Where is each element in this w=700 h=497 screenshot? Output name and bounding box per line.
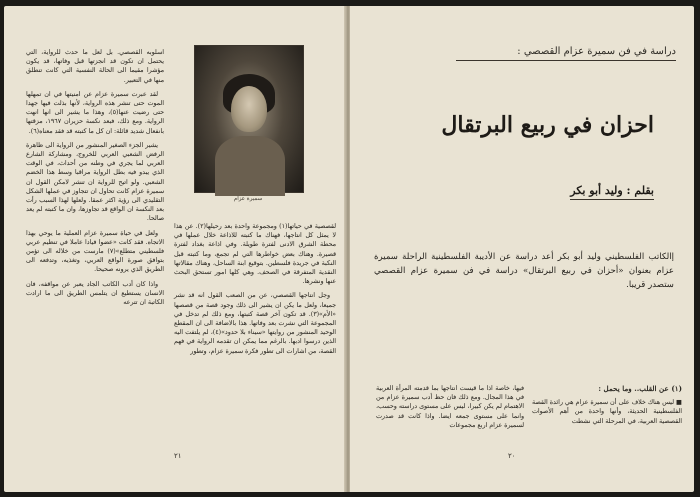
paragraph: اسلوبه القصصي. بل لعل ما حدث للرواية، التي يحتمل ان تكون قد انجزتها قبل وفاتها، قد يكون مؤشرا مقيما الى الحالة النفسية التي كانت تنطلق منها في التعبير. [26, 49, 164, 84]
right-page-text-column-left [376, 384, 524, 435]
paragraph: ولعل في حياة سميرة عزام العملية ما يوحي بهذا الاتجاه. فقد كانت «عضوا فيادا عاملا في تنظيم عربي فلسطيني متطلع»(٧) مارست من خلاله الى تؤمن بتوافق صورة الواقع العربي، وتغذيه، وتدفعه الى الطريق الذي يرونه صحيحا. [26, 229, 164, 274]
right-page-text-column-right [532, 384, 682, 431]
article-byline: بقلم : وليد أبو بكر [570, 184, 654, 200]
photo-caption: سميرة عزام [233, 196, 263, 202]
photo-body [215, 136, 285, 196]
photo-face [231, 86, 267, 132]
article-title: احزان في ربيع البرتقال [441, 112, 654, 138]
right-page [350, 6, 694, 492]
paragraph: فيها، خاصة اذا ما قيست انتاجها بما قدمته المرأة العربية في هذا المجال. ومع ذلك فان حظ أدب سميرة عزام من الاهتمام لم يكن كبيرا، ليس على مستوى دراسته وحسب، وانما على مستوى جمعه ايضا. واذا كانت قد صدرت لسميرة عزام اربع مجموعات [376, 385, 524, 429]
article-header: دراسة في فن سميرة عزام القصصي : [456, 46, 676, 61]
paragraph: وجل انتاجها القصصي، عن من الصعب القول انه قد نشر جميعا، ولعل ما يكن ان يشير الى ذلك وجود قصة من قصصها «الأم»(٣). قد تكون آخر قصة كتبتها، ومع ذلك لم تدخل في المجموعة التي نشرت بعد وفاتها. هذا بالاضافة الى ان المقطع الوحيد المنشور من روايتها «سيناء بلا حدود»(٤)، لم يلتفت اليه الذين درسوا ادبها. بالرغم مما يمكن ان تقدمه الرواية في فهم القصة، من اشارات الى تطور فكرة سميرة عزام، وتطور [174, 292, 337, 355]
author-photo [194, 45, 304, 193]
section-heading: (١) عن القلب.. وما يحمل : [598, 384, 682, 393]
page-number: ٢١ [174, 452, 182, 460]
left-page [4, 6, 346, 492]
paragraph: لقصصية في حياتها(١) ومجموعة واحدة بعد رحيلها(٢). عن هذا لا يمثل كل انتاجها، فهناك ما كتبته للاذاعة خلال عملها في محطة الشرق الادنى لفترة طويلة. وفي اذاعة بغداد لفترة قصيرة. وهناك بعض خواطرها التي لم تجمع، وما كتبته قبل النكبة في جريدة فلسطين. بتوقيع ابنة الساحل، وهناك مقالاتها النقدية المتفرقة في الصحف. وهي كلها امور تستحق البحث عنها ونشرها. [174, 223, 336, 286]
paragraph: واذا كان أدب الكاتب الجاد يعبر عن مواقفه، فان الانسان يستطيع ان يتلمس الطريق الى ما ارادت الكاتبة ان تترعه [26, 280, 164, 307]
article-intro: إالكاتب الفلسطيني وليد أبو بكر أعد دراسة عن الأديبة الفلسطينية الراحلة سميرة عزام بعنوان «أحزان في ربيع البرتقال» دراسة في فن سميرة عزام القصصي ستصدر قريبا. [374, 252, 674, 290]
paragraph: يشير الجزء الصغير المنشور من الرواية الى ظاهرة الرفض الشعبي العربي للخروج، ومشاركة الشارع العربي لما يجري في وطنه من أحداث، في الوقت الذي يبدو فيه بطل الرواية مراقبا وسط هذا الخضم الشعبي. ولو اتيح للرواية ان تنشر لامكن القول ان سميرة عزام كانت تحاول ان تتجاوز في عملها الشكل التقليدي الى رؤية اكثر عمقا. ولعلها لهذا السبب رأت بعد النكسة ان الواقع قد تجاوزها، وان ما كتبته لم يعد صالحا. [26, 141, 164, 223]
paragraph: لقد عبرت سميرة عزام عن امنيتها في ان تمهلها الموت حتى تنشر هذه الرواية، لأنها بذلت فيها جهدا حتى رضيت عنها(٥)، وهذا ما يشير الى انها انهت الرواية. ومع ذلك، فبعد نكسة حزيران ١٩٦٧، مزقتها بانفعال شديد قائلة: ان كل ما كتبته قد فقد معناه(٦). [26, 90, 164, 135]
paragraph: ■ ليس هناك خلاف على أن سميرة عزام هي رائدة القصة الفلسطينية الحديثة، وأنها واحدة من أهم الأصوات القصصية العربية، في المرحلة التي نشطت [532, 399, 682, 425]
page-number: ٢٠ [508, 452, 516, 460]
left-page-text-column-left [26, 48, 164, 312]
